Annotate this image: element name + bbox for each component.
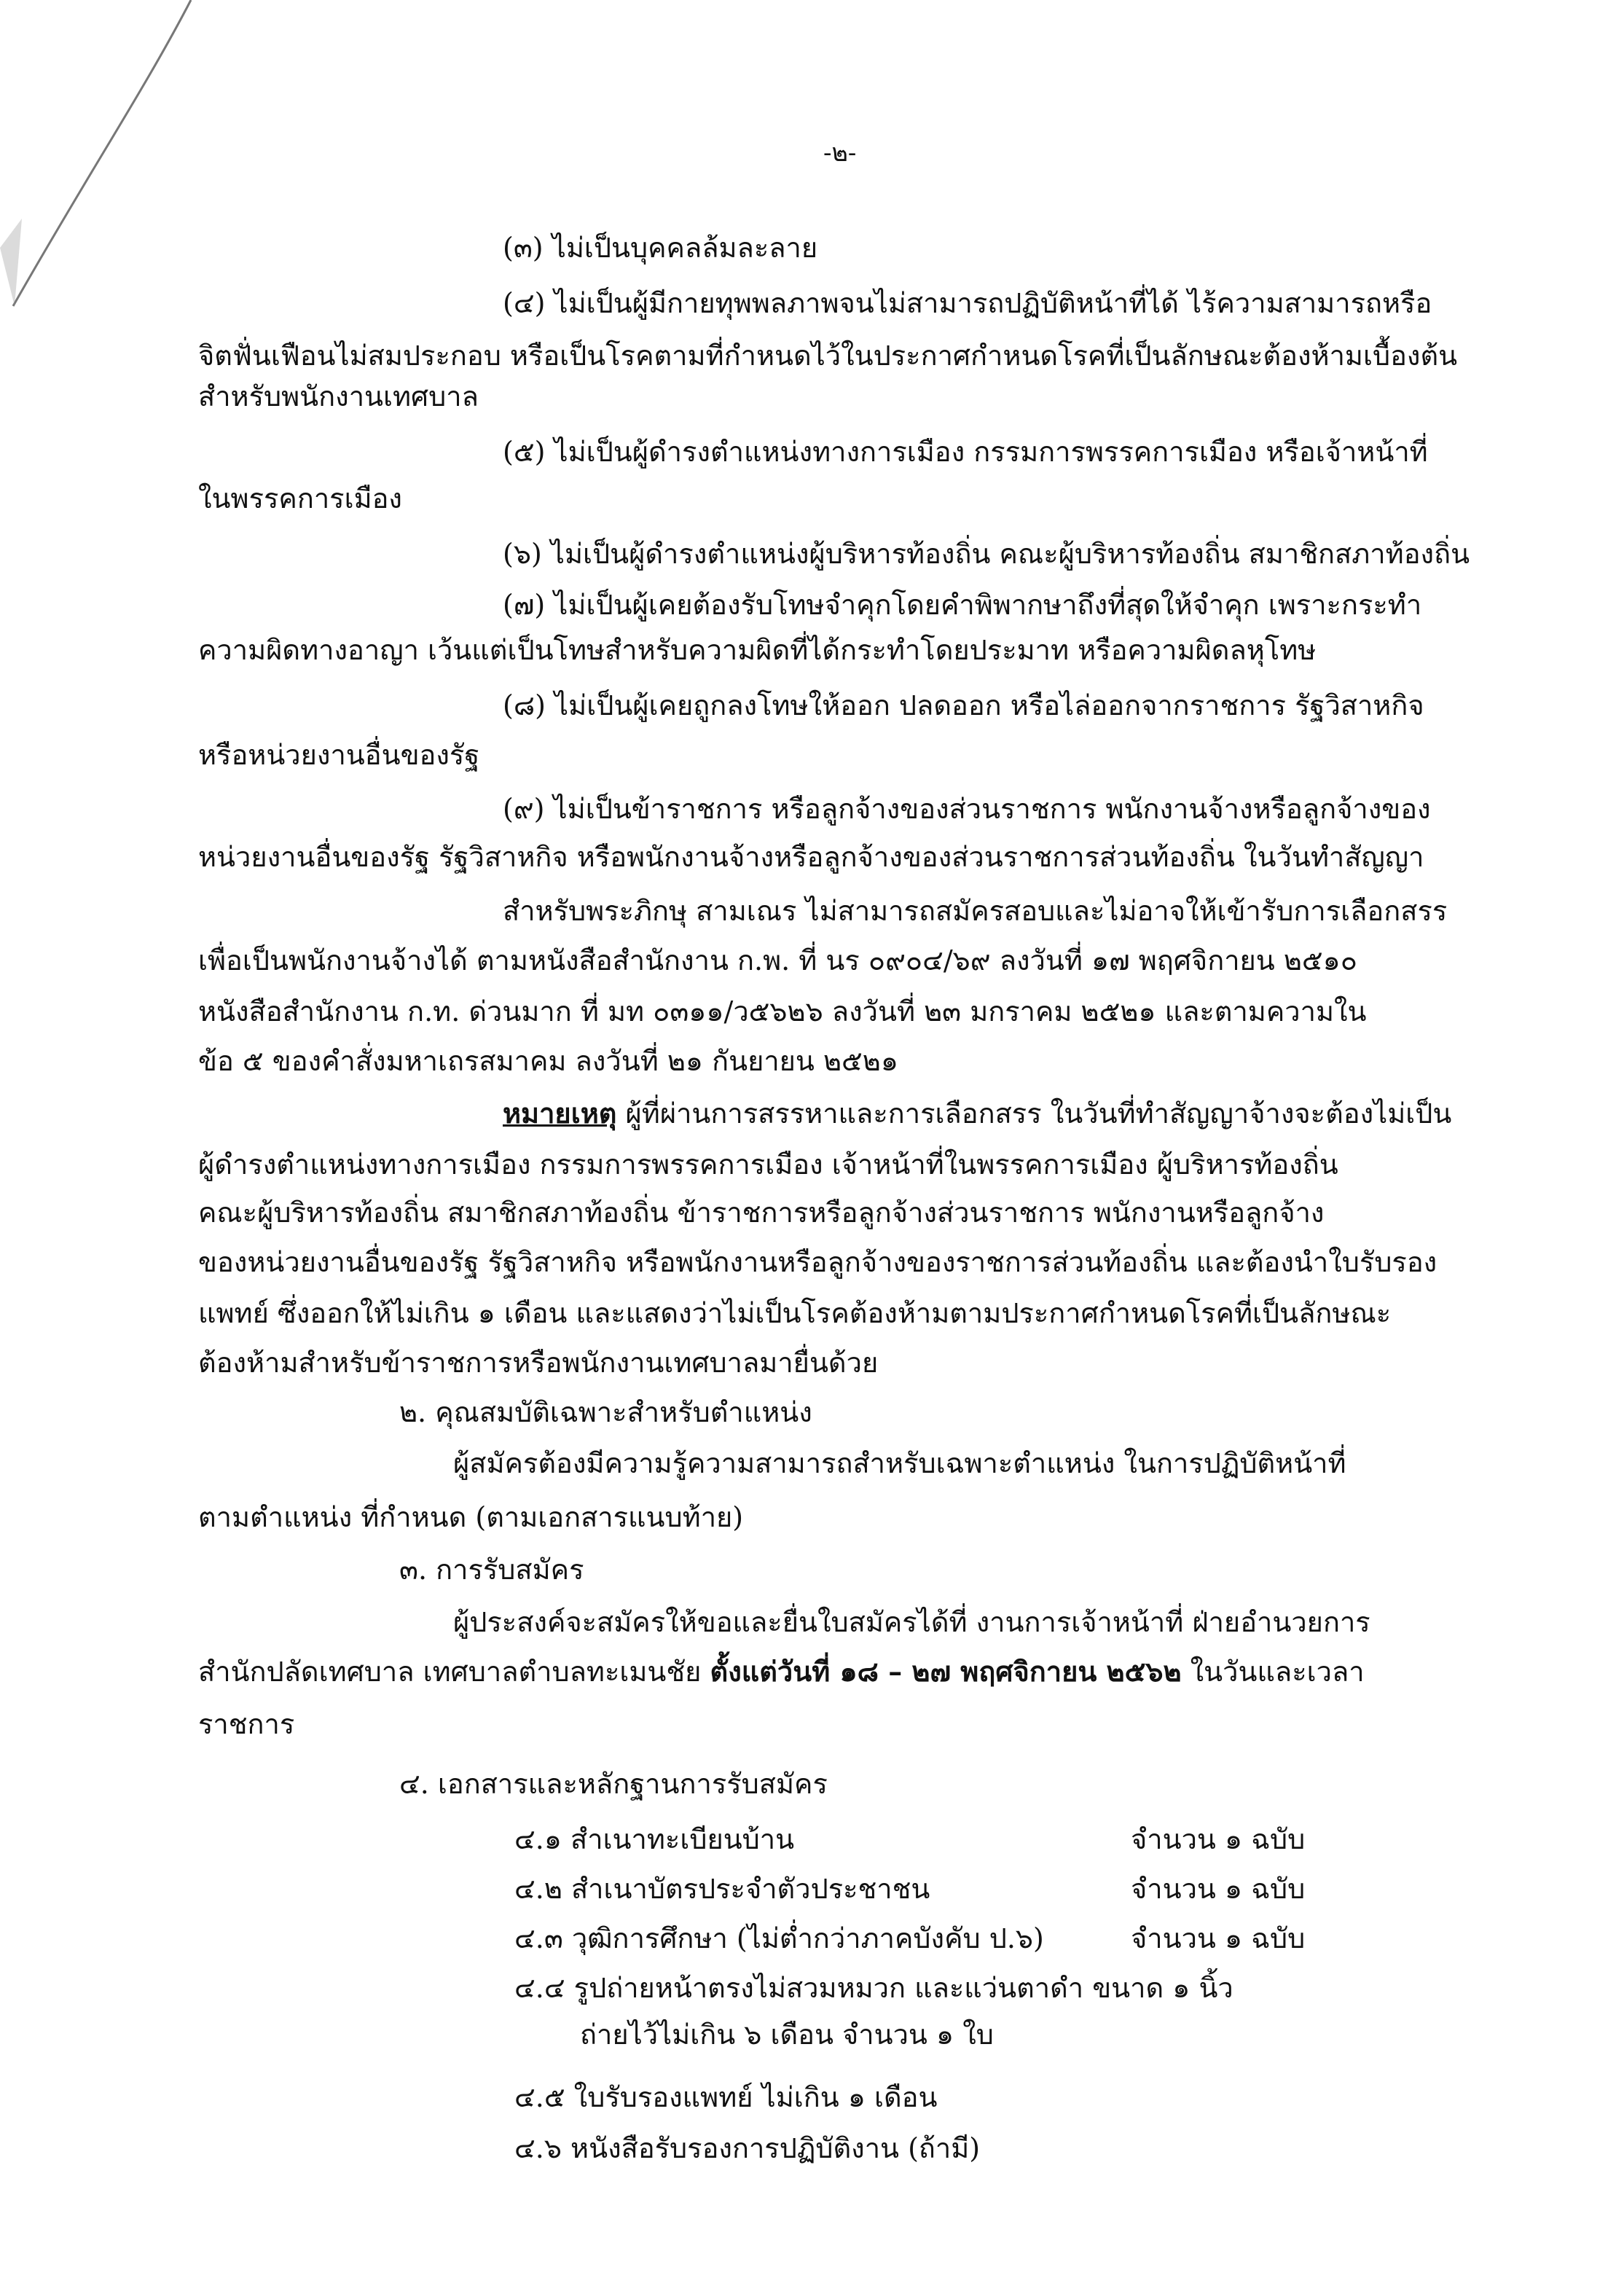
doc-item-4-2: ๔.๒ สำเนาบัตรประจำตัวประชาชน [514, 1873, 930, 1905]
para-3: (๓) ไม่เป็นบุคคลล้มละลาย [503, 232, 818, 264]
section-4-heading: ๔. เอกสารและหลักฐานการรับสมัคร [399, 1768, 828, 1800]
monk-line-4: ข้อ ๕ ของคำสั่งมหาเถรสมาคม ลงวันที่ ๒๑ กันยายน ๒๕๒๑ [198, 1045, 898, 1077]
section-2-line-1: ผู้สมัครต้องมีความรู้ความสามารถสำหรับเฉพาะตำแหน่ง ในการปฏิบัติหน้าที่ [453, 1447, 1346, 1479]
remark-text-1: ผู้ที่ผ่านการสรรหาและการเลือกสรร ในวันที่ทำสัญญาจ้างจะต้องไม่เป็น [616, 1097, 1452, 1130]
monk-line-3: หนังสือสำนักงาน ก.ท. ด่วนมาก ที่ มท ๐๓๑๑/ว๕๖๒๖ ลงวันที่ ๒๓ มกราคม ๒๕๒๑ และตามความใน [198, 995, 1367, 1027]
para-9-line-2: หน่วยงานอื่นของรัฐ รัฐวิสาหกิจ หรือพนักงานจ้างหรือลูกจ้างของส่วนราชการส่วนท้องถิ่น ในวันทำสัญญา [198, 841, 1424, 873]
section-3-hours: ในวันและเวลา [1181, 1656, 1365, 1688]
doc-item-4-5: ๔.๕ ใบรับรองแพทย์ ไม่เกิน ๑ เดือน [514, 2081, 938, 2113]
remark-line-3: คณะผู้บริหารท้องถิ่น สมาชิกสภาท้องถิ่น ข้าราชการหรือลูกจ้างส่วนราชการ พนักงานหรือลูกจ้าง [198, 1197, 1325, 1229]
section-3-dates: ตั้งแต่วันที่ ๑๘ – ๒๗ พฤศจิกายน ๒๕๖๒ [710, 1655, 1182, 1688]
section-3-office: สำนักปลัดเทศบาล เทศบาลตำบลทะเมนชัย [198, 1656, 710, 1688]
para-4-line-3: สำหรับพนักงานเทศบาล [198, 380, 479, 412]
remark-label: หมายเหตุ [503, 1097, 617, 1130]
page-number: -๒- [823, 138, 857, 168]
section-3-line-1: ผู้ประสงค์จะสมัครให้ขอและยื่นใบสมัครได้ที่ งานการเจ้าหน้าที่ ฝ่ายอำนวยการ [453, 1606, 1370, 1638]
remark-line-5: แพทย์ ซึ่งออกให้ไม่เกิน ๑ เดือน และแสดงว่าไม่เป็นโรคต้องห้ามตามประกาศกำหนดโรคที่เป็นลักษณะ [198, 1297, 1392, 1329]
doc-item-4-4: ๔.๔ รูปถ่ายหน้าตรงไม่สวมหมวก และแว่นตาดำ ขนาด ๑ นิ้ว [514, 1972, 1233, 2004]
para-6: (๖) ไม่เป็นผู้ดำรงตำแหน่งผู้บริหารท้องถิ่น คณะผู้บริหารท้องถิ่น สมาชิกสภาท้องถิ่น [503, 538, 1470, 570]
para-7-line-1: (๗) ไม่เป็นผู้เคยต้องรับโทษจำคุกโดยคำพิพากษาถึงที่สุดให้จำคุก เพราะกระทำ [503, 589, 1422, 621]
doc-item-4-1-qty: จำนวน ๑ ฉบับ [1131, 1823, 1306, 1855]
para-4-line-1: (๔) ไม่เป็นผู้มีกายทุพพลภาพจนไม่สามารถปฏิบัติหน้าที่ได้ ไร้ความสามารถหรือ [503, 287, 1432, 319]
para-5-line-2: ในพรรคการเมือง [198, 482, 402, 514]
remark-line-1 [503, 1096, 1451, 1131]
remark-line-2: ผู้ดำรงตำแหน่งทางการเมือง กรรมการพรรคการเมือง เจ้าหน้าที่ในพรรคการเมือง ผู้บริหารท้องถิ่น [198, 1148, 1338, 1181]
doc-item-4-1: ๔.๑ สำเนาทะเบียนบ้าน [514, 1823, 795, 1855]
para-8-line-2: หรือหน่วยงานอื่นของรัฐ [198, 739, 480, 771]
section-2-heading: ๒. คุณสมบัติเฉพาะสำหรับตำแหน่ง [399, 1396, 812, 1428]
para-8-line-1: (๘) ไม่เป็นผู้เคยถูกลงโทษให้ออก ปลดออก หรือไล่ออกจากราชการ รัฐวิสาหกิจ [503, 689, 1424, 721]
doc-item-4-3: ๔.๓ วุฒิการศึกษา (ไม่ต่ำกว่าภาคบังคับ ป.๖) [514, 1922, 1044, 1954]
remark-line-6: ต้องห้ามสำหรับข้าราชการหรือพนักงานเทศบาลมายื่นด้วย [198, 1347, 879, 1379]
para-7-line-2: ความผิดทางอาญา เว้นแต่เป็นโทษสำหรับความผิดที่ได้กระทำโดยประมาท หรือความผิดลหุโทษ [198, 634, 1317, 666]
para-4-line-2: จิตฟั่นเฟือนไม่สมประกอบ หรือเป็นโรคตามที่กำหนดไว้ในประกาศกำหนดโรคที่เป็นลักษณะต้องห้ามเบื้องต้น [198, 340, 1458, 372]
doc-item-4-2-qty: จำนวน ๑ ฉบับ [1131, 1873, 1306, 1905]
section-3-line-2 [198, 1654, 1365, 1689]
section-2-line-2: ตามตำแหน่ง ที่กำหนด (ตามเอกสารแนบท้าย) [198, 1501, 744, 1533]
scan-edge-mark [0, 0, 204, 335]
monk-line-2: เพื่อเป็นพนักงานจ้างได้ ตามหนังสือสำนักงาน ก.พ. ที่ นร ๐๙๐๔/๖๙ ลงวันที่ ๑๗ พฤศจิกายน ๒๕๑๐ [198, 944, 1357, 976]
remark-line-4: ของหน่วยงานอื่นของรัฐ รัฐวิสาหกิจ หรือพนักงานหรือลูกจ้างของราชการส่วนท้องถิ่น และต้องนำใบรับรอง [198, 1246, 1437, 1278]
para-9-line-1: (๙) ไม่เป็นข้าราชการ หรือลูกจ้างของส่วนราชการ พนักงานจ้างหรือลูกจ้างของ [503, 793, 1431, 825]
section-3-line-3: ราชการ [198, 1708, 295, 1740]
section-3-heading: ๓. การรับสมัคร [399, 1554, 584, 1586]
monk-line-1: สำหรับพระภิกษุ สามเณร ไม่สามารถสมัครสอบและไม่อาจให้เข้ารับการเลือกสรร [503, 895, 1448, 927]
doc-item-4-6: ๔.๖ หนังสือรับรองการปฏิบัติงาน (ถ้ามี) [514, 2132, 981, 2164]
para-5-line-1: (๕) ไม่เป็นผู้ดำรงตำแหน่งทางการเมือง กรรมการพรรคการเมือง หรือเจ้าหน้าที่ [503, 436, 1428, 468]
doc-item-4-4-line-2: ถ่ายไว้ไม่เกิน ๖ เดือน จำนวน ๑ ใบ [580, 2019, 994, 2051]
doc-item-4-3-qty: จำนวน ๑ ฉบับ [1131, 1922, 1306, 1954]
